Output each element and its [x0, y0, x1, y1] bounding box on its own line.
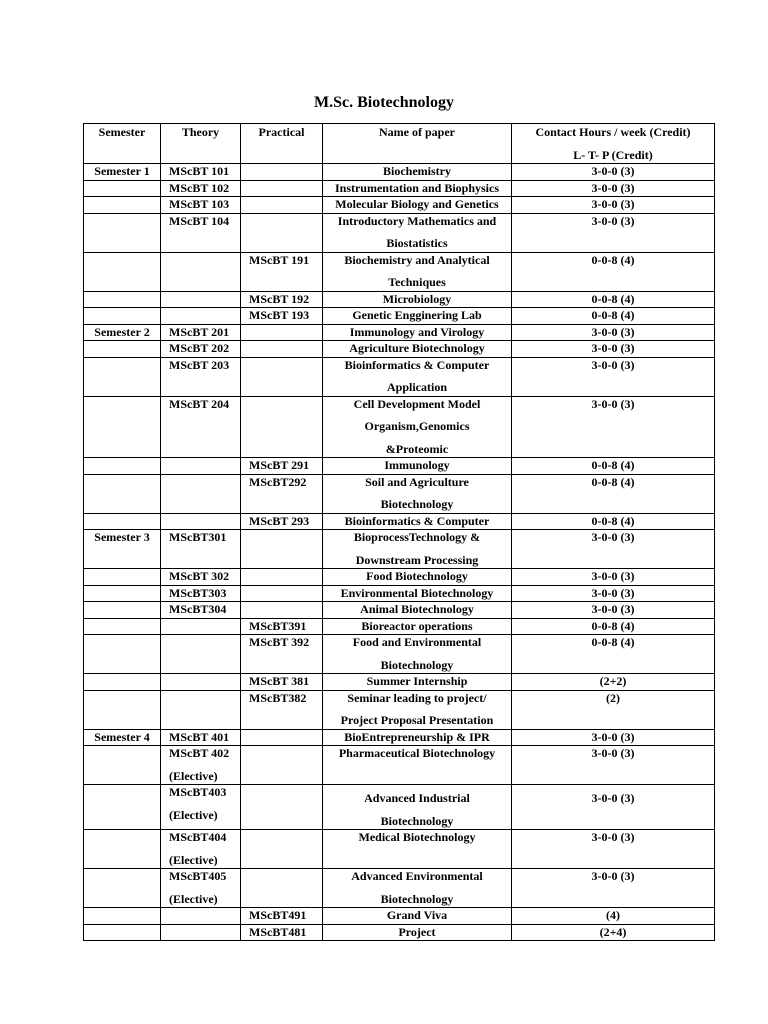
semester-cell — [84, 197, 161, 214]
semester-cell — [84, 635, 161, 674]
contact-hours-cell: 0-0-8 (4) — [512, 252, 715, 291]
paper-name-cell-line: Environmental Biotechnology — [340, 585, 494, 600]
practical-cell — [241, 530, 323, 569]
paper-name-cell — [323, 746, 512, 785]
theory-cell — [161, 474, 241, 513]
theory-code: MScBT 102 — [169, 180, 230, 195]
header-contact-hours-line1: Contact Hours / week (Credit) — [535, 125, 691, 139]
paper-name-cell-line: Cell Development Model — [353, 396, 481, 411]
paper-name-cell-line: Introductory Mathematics and — [337, 213, 497, 228]
semester-cell: Semester 1 — [84, 164, 161, 181]
table-row — [84, 674, 715, 691]
practical-cell: MScBT 192 — [241, 291, 323, 308]
paper-name-cell-line: Molecular Biology and Genetics — [335, 197, 499, 211]
table-row — [84, 213, 715, 252]
semester-cell — [84, 585, 161, 602]
semester-cell — [84, 474, 161, 513]
theory-cell — [161, 324, 241, 341]
practical-cell — [241, 729, 323, 746]
practical-cell — [241, 357, 323, 396]
practical-cell: MScBT491 — [241, 908, 323, 925]
practical-cell — [241, 585, 323, 602]
table-row — [84, 324, 715, 341]
semester-cell — [84, 924, 161, 941]
table-row — [84, 180, 715, 197]
paper-name-cell — [323, 618, 512, 635]
table-row — [84, 785, 715, 830]
table-row — [84, 830, 715, 869]
table-row — [84, 164, 715, 181]
theory-cell — [161, 530, 241, 569]
table-row — [84, 618, 715, 635]
theory-cell — [161, 291, 241, 308]
table-row — [84, 569, 715, 586]
paper-name-cell — [323, 164, 512, 181]
curriculum-table — [83, 123, 715, 941]
paper-name-cell — [323, 213, 512, 252]
paper-name-cell-line: Seminar leading to project/ — [347, 690, 487, 705]
semester-cell — [84, 830, 161, 869]
paper-name-cell-line: Agriculture Biotechnology — [349, 341, 485, 355]
theory-code: MScBT303 — [169, 585, 227, 600]
semester-cell — [84, 602, 161, 619]
paper-name-cell-line: Instrumentation and Biophysics — [334, 180, 500, 195]
theory-cell — [161, 585, 241, 602]
practical-cell — [241, 569, 323, 586]
paper-name-cell — [323, 341, 512, 358]
paper-name-cell-line: Summer Internship — [366, 674, 468, 688]
paper-name-cell-line: Biochemistry — [383, 164, 451, 178]
elective-label: (Elective) — [169, 807, 218, 822]
paper-name-cell-line: Pharmaceutical Biotechnology — [338, 746, 496, 760]
elective-label: (Elective) — [169, 891, 218, 906]
theory-cell — [161, 618, 241, 635]
contact-hours-cell: 3-0-0 (3) — [512, 569, 715, 586]
paper-name-cell — [323, 602, 512, 619]
contact-hours-cell: 3-0-0 (3) — [512, 213, 715, 252]
contact-hours-cell: 3-0-0 (3) — [512, 869, 715, 908]
practical-cell: MScBT481 — [241, 924, 323, 941]
paper-name-cell — [323, 690, 512, 729]
table-row — [84, 291, 715, 308]
theory-cell — [161, 252, 241, 291]
theory-cell — [161, 197, 241, 214]
practical-cell — [241, 869, 323, 908]
theory-cell — [161, 869, 241, 908]
paper-name-cell — [323, 324, 512, 341]
table-row — [84, 746, 715, 785]
paper-name-cell — [323, 291, 512, 308]
semester-cell — [84, 513, 161, 530]
practical-cell: MScBT382 — [241, 690, 323, 729]
paper-name-cell — [323, 869, 512, 908]
contact-hours-cell: 0-0-8 (4) — [512, 308, 715, 325]
semester-cell — [84, 618, 161, 635]
practical-cell — [241, 180, 323, 197]
paper-name-cell-line: Microbiology — [382, 291, 452, 306]
contact-hours-cell: 0-0-8 (4) — [512, 618, 715, 635]
semester-cell: Semester 3 — [84, 530, 161, 569]
practical-cell — [241, 213, 323, 252]
contact-hours-cell: 3-0-0 (3) — [512, 530, 715, 569]
header-contact-hours — [512, 124, 715, 164]
table-row — [84, 585, 715, 602]
paper-name-cell-line: Bioinformatics & Computer — [344, 357, 490, 372]
theory-cell — [161, 513, 241, 530]
practical-cell: MScBT391 — [241, 618, 323, 635]
paper-name-cell — [323, 308, 512, 325]
theory-cell — [161, 308, 241, 325]
contact-hours-cell: 3-0-0 (3) — [512, 830, 715, 869]
practical-cell: MScBT 291 — [241, 458, 323, 475]
table-row — [84, 530, 715, 569]
header-paper-name: Name of paper — [323, 124, 512, 164]
table-row — [84, 357, 715, 396]
contact-hours-cell: 3-0-0 (3) — [512, 585, 715, 602]
paper-name-cell-line: Downstream Processing — [355, 552, 479, 567]
contact-hours-cell: 3-0-0 (3) — [512, 357, 715, 396]
contact-hours-cell: (2+2) — [512, 674, 715, 691]
contact-hours-cell: 3-0-0 (3) — [512, 180, 715, 197]
paper-name-cell-line: BioprocessTechnology & — [353, 530, 481, 544]
contact-hours-cell: 3-0-0 (3) — [512, 341, 715, 358]
paper-name-cell — [323, 729, 512, 746]
theory-code: MScBT 103 — [169, 197, 230, 211]
semester-cell — [84, 180, 161, 197]
theory-cell — [161, 569, 241, 586]
theory-cell — [161, 690, 241, 729]
paper-name-cell-line: Animal Biotechnology — [360, 602, 474, 616]
theory-code: MScBT403 — [169, 785, 227, 799]
semester-cell: Semester 2 — [84, 324, 161, 341]
header-practical: Practical — [241, 124, 323, 164]
paper-name-cell-line: Application — [386, 380, 447, 394]
practical-cell — [241, 197, 323, 214]
theory-code: MScBT 204 — [169, 396, 230, 411]
theory-cell — [161, 830, 241, 869]
semester-cell — [84, 569, 161, 586]
header-contact-hours-line2: L- T- P (Credit) — [573, 147, 653, 162]
theory-code: MScBT 302 — [169, 569, 230, 583]
paper-name-cell — [323, 180, 512, 197]
elective-label: (Elective) — [169, 768, 218, 783]
semester-cell — [84, 291, 161, 308]
table-row — [84, 908, 715, 925]
theory-cell — [161, 908, 241, 925]
contact-hours-cell: 3-0-0 (3) — [512, 324, 715, 341]
paper-name-cell-line: Genetic Engginering Lab — [352, 308, 482, 322]
paper-name-cell-line: Project Proposal Presentation — [340, 713, 494, 727]
paper-name-cell — [323, 674, 512, 691]
paper-name-cell — [323, 396, 512, 458]
theory-code: MScBT 201 — [169, 324, 230, 339]
paper-name-cell — [323, 513, 512, 530]
practical-cell — [241, 164, 323, 181]
theory-code: MScBT 202 — [169, 341, 230, 355]
paper-name-cell-line: Grand Viva — [386, 908, 448, 922]
paper-name-cell-line: Advanced Industrial — [364, 791, 470, 805]
paper-name-cell-line: Project — [398, 924, 436, 939]
semester-cell — [84, 908, 161, 925]
table-row — [84, 474, 715, 513]
table-row — [84, 513, 715, 530]
paper-name-cell — [323, 924, 512, 941]
table-row — [84, 635, 715, 674]
practical-cell — [241, 785, 323, 830]
semester-cell — [84, 458, 161, 475]
paper-name-cell — [323, 569, 512, 586]
semester-cell — [84, 746, 161, 785]
theory-code: MScBT301 — [169, 530, 227, 544]
contact-hours-cell: 0-0-8 (4) — [512, 458, 715, 475]
theory-code: MScBT304 — [169, 602, 227, 616]
table-row — [84, 602, 715, 619]
table-row — [84, 869, 715, 908]
table-row — [84, 197, 715, 214]
paper-name-cell — [323, 635, 512, 674]
paper-name-cell — [323, 474, 512, 513]
theory-cell — [161, 729, 241, 746]
contact-hours-cell: 3-0-0 (3) — [512, 197, 715, 214]
practical-cell: MScBT 392 — [241, 635, 323, 674]
theory-cell — [161, 396, 241, 458]
semester-cell — [84, 869, 161, 908]
paper-name-cell — [323, 357, 512, 396]
theory-cell — [161, 180, 241, 197]
theory-cell — [161, 602, 241, 619]
paper-name-cell-line: Immunology and Virology — [349, 324, 485, 339]
practical-cell: MScBT 381 — [241, 674, 323, 691]
semester-cell — [84, 396, 161, 458]
practical-cell — [241, 746, 323, 785]
semester-cell — [84, 357, 161, 396]
paper-name-cell-line: Biochemistry and Analytical — [344, 252, 490, 267]
paper-name-cell-line: Biostatistics — [386, 236, 448, 250]
theory-code: MScBT405 — [169, 869, 227, 883]
theory-cell — [161, 164, 241, 181]
paper-name-cell-line: Bioreactor operations — [361, 618, 473, 633]
theory-code: MScBT 101 — [169, 164, 230, 178]
table-row — [84, 690, 715, 729]
theory-cell — [161, 746, 241, 785]
paper-name-cell — [323, 785, 512, 830]
paper-name-cell-line: Bioinformatics & Computer — [344, 513, 490, 528]
contact-hours-cell: 0-0-8 (4) — [512, 291, 715, 308]
theory-cell — [161, 785, 241, 830]
header-theory: Theory — [161, 124, 241, 164]
paper-name-cell-line: Immunology — [384, 458, 450, 472]
theory-cell — [161, 357, 241, 396]
semester-cell — [84, 308, 161, 325]
contact-hours-cell: (2) — [512, 690, 715, 729]
semester-cell — [84, 252, 161, 291]
theory-code: MScBT 104 — [169, 213, 230, 228]
paper-name-cell-line: Organism,Genomics — [364, 419, 470, 433]
document-title: M.Sc. Biotechnology — [314, 94, 454, 111]
practical-cell — [241, 341, 323, 358]
table-row — [84, 458, 715, 475]
contact-hours-cell: 0-0-8 (4) — [512, 513, 715, 530]
table-row — [84, 341, 715, 358]
semester-cell — [84, 674, 161, 691]
semester-cell — [84, 690, 161, 729]
contact-hours-cell: 3-0-0 (3) — [512, 396, 715, 458]
theory-cell — [161, 341, 241, 358]
contact-hours-cell: 0-0-8 (4) — [512, 635, 715, 674]
practical-cell — [241, 324, 323, 341]
paper-name-cell-line: BioEntrepreneurship & IPR — [344, 729, 490, 744]
paper-name-cell — [323, 585, 512, 602]
paper-name-cell-line: &Proteomic — [385, 441, 449, 456]
contact-hours-cell: 3-0-0 (3) — [512, 602, 715, 619]
table-row — [84, 308, 715, 325]
practical-cell: MScBT 293 — [241, 513, 323, 530]
contact-hours-cell: 3-0-0 (3) — [512, 729, 715, 746]
theory-cell — [161, 635, 241, 674]
contact-hours-cell: (2+4) — [512, 924, 715, 941]
paper-name-cell-line: Biotechnology — [380, 813, 454, 828]
theory-code: MScBT 402 — [169, 746, 230, 760]
semester-cell — [84, 785, 161, 830]
practical-cell: MScBT 193 — [241, 308, 323, 325]
theory-code: MScBT 203 — [169, 357, 230, 372]
contact-hours-cell: 3-0-0 (3) — [512, 785, 715, 830]
semester-cell — [84, 213, 161, 252]
contact-hours-cell: (4) — [512, 908, 715, 925]
table-row — [84, 396, 715, 458]
paper-name-cell — [323, 458, 512, 475]
paper-name-cell-line: Food and Environmental — [352, 635, 482, 649]
theory-cell — [161, 924, 241, 941]
table-header-row — [84, 124, 715, 164]
theory-code: MScBT 401 — [169, 729, 230, 744]
contact-hours-cell: 0-0-8 (4) — [512, 474, 715, 513]
paper-name-cell — [323, 908, 512, 925]
paper-name-cell-line: Biotechnology — [380, 657, 454, 672]
contact-hours-cell: 3-0-0 (3) — [512, 164, 715, 181]
practical-cell — [241, 830, 323, 869]
table-body — [84, 164, 715, 941]
theory-code: MScBT404 — [169, 830, 227, 844]
header-semester: Semester — [84, 124, 161, 164]
theory-cell — [161, 213, 241, 252]
paper-name-cell-line: Food Biotechnology — [366, 569, 468, 583]
paper-name-cell-line: Techniques — [388, 275, 446, 289]
paper-name-cell — [323, 830, 512, 869]
paper-name-cell-line: Biotechnology — [380, 497, 454, 511]
practical-cell: MScBT292 — [241, 474, 323, 513]
practical-cell — [241, 396, 323, 458]
paper-name-cell-line: Biotechnology — [380, 891, 454, 906]
paper-name-cell-line: Advanced Environmental — [351, 869, 483, 883]
contact-hours-cell: 3-0-0 (3) — [512, 746, 715, 785]
paper-name-cell — [323, 530, 512, 569]
practical-cell — [241, 602, 323, 619]
table-row — [84, 252, 715, 291]
semester-cell: Semester 4 — [84, 729, 161, 746]
paper-name-cell-line: Soil and Agriculture — [365, 474, 469, 489]
theory-cell — [161, 458, 241, 475]
table-row — [84, 729, 715, 746]
semester-cell — [84, 341, 161, 358]
table-row — [84, 924, 715, 941]
paper-name-cell-line: Medical Biotechnology — [358, 830, 476, 844]
paper-name-cell — [323, 197, 512, 214]
theory-cell — [161, 674, 241, 691]
paper-name-cell — [323, 252, 512, 291]
elective-label: (Elective) — [169, 852, 218, 867]
practical-cell: MScBT 191 — [241, 252, 323, 291]
